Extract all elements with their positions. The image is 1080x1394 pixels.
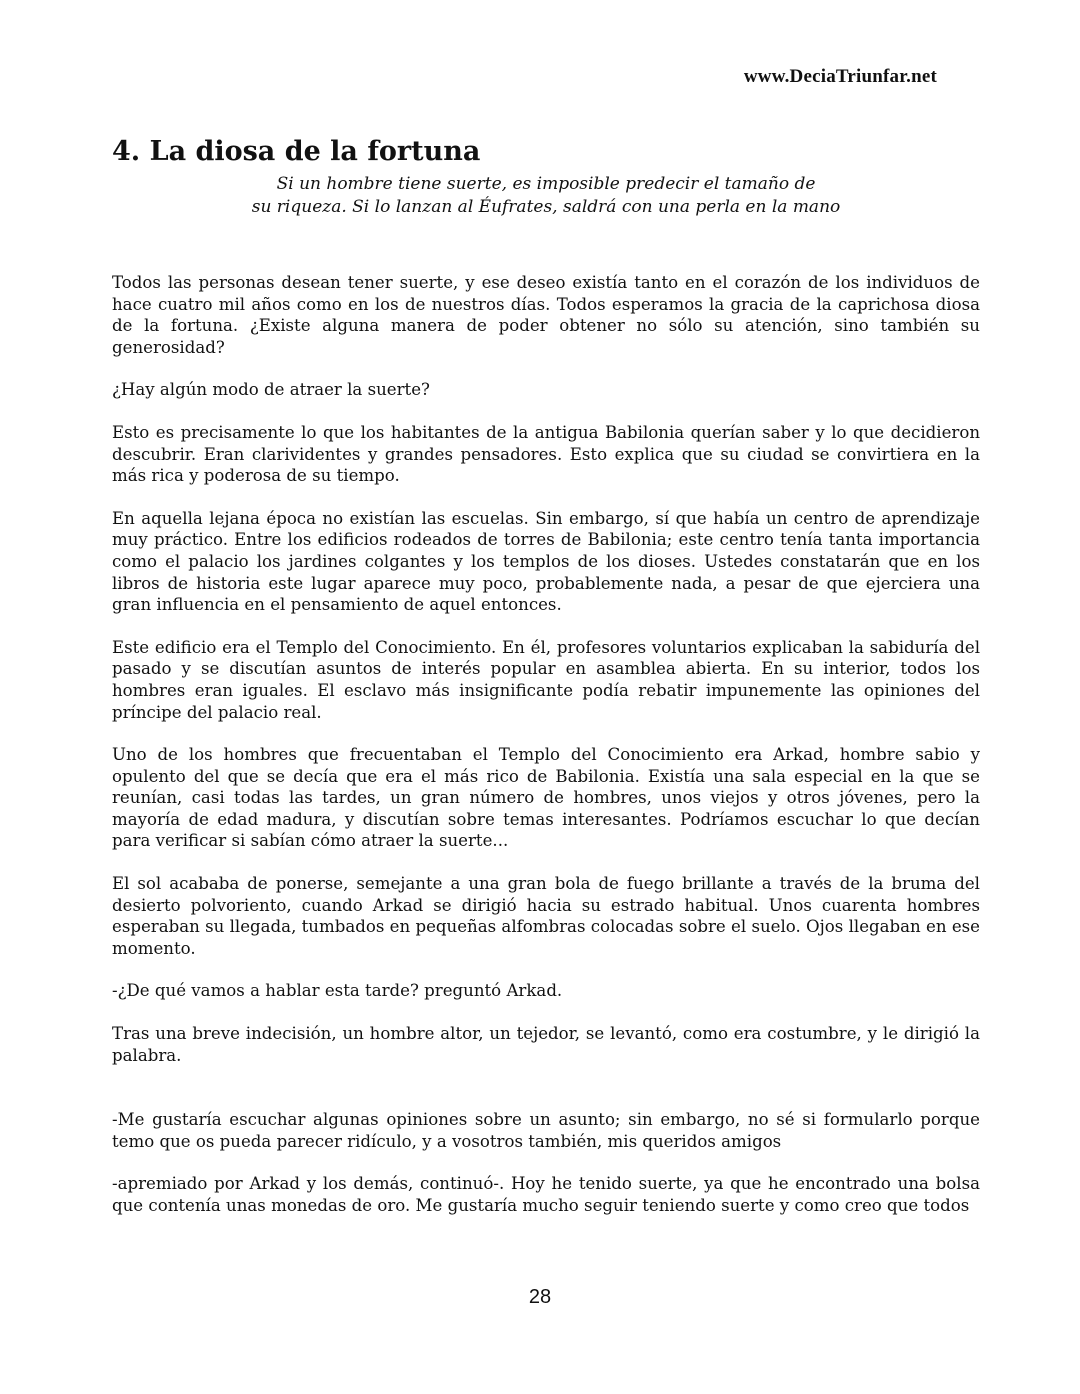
epigraph-line: Si un hombre tiene suerte, es imposible predecir el tamaño de (276, 174, 816, 194)
chapter-body (112, 272, 980, 1238)
paragraph: El sol acababa de ponerse, semejante a una gran bola de fuego brillante a través de la bruma del desierto polvoriento, cuando Arkad se dirigió hacia su estrado habitual. Unos cuarenta hombres esperaban su llegada, tumbados en pequeñas alfombras colocadas sobre el suelo. Ojos llegaban en ese momento. (112, 874, 980, 958)
chapter-title: 4. La diosa de la fortuna (112, 136, 481, 167)
paragraph: Todos las personas desean tener suerte, y ese deseo existía tanto en el corazón de los individuos de hace cuatro mil años como en los de nuestros días. Todos esperamos la gracia de la caprichosa diosa de la fortuna. ¿Existe alguna manera de poder obtener no sólo su atención, sino también su generosidad? (112, 273, 980, 357)
paragraph: En aquella lejana época no existían las escuelas. Sin embargo, sí que había un centro de aprendizaje muy práctico. Entre los edificios rodeados de torres de Babilonia; este centro tenía tanta importancia como el palacio los jardines colgantes y los templos de los dioses. Ustedes constatarán que en los libros de historia este lugar aparece muy poco, probablemente nada, a pesar de que ejerciera una gran influencia en el pensamiento de aquel entonces. (112, 508, 980, 615)
chapter-epigraph (112, 173, 980, 219)
paragraph: -apremiado por Arkad y los demás, continuó-. Hoy he tenido suerte, ya que he encontrado una bolsa que contenía unas monedas de oro. Me gustaría mucho seguir teniendo suerte y como creo que todos (112, 1174, 980, 1215)
page-number: 28 (528, 1286, 552, 1308)
site-url: www.DeciaTriunfar.net (743, 66, 937, 87)
epigraph-line: su riqueza. Si lo lanzan al Éufrates, saldrá con una perla en la mano (251, 197, 841, 217)
paragraph: Tras una breve indecisión, un hombre altor, un tejedor, se levantó, como era costumbre, y le dirigió la palabra. (112, 1024, 980, 1065)
paragraph: -¿De qué vamos a hablar esta tarde? preguntó Arkad. (112, 981, 563, 1001)
paragraph: Uno de los hombres que frecuentaban el Templo del Conocimiento era Arkad, hombre sabio y opulento del que se decía que era el más rico de Babilonia. Existía una sala especial en la que se reunían, casi todas las tardes, un gran número de hombres, unos viejos y otros jóvenes, pero la mayoría de edad madura, y discutían sobre temas interesantes. Podríamos escuchar lo que decían para verificar si sabían cómo atraer la suerte... (112, 745, 980, 851)
paragraph: ¿Hay algún modo de atraer la suerte? (112, 380, 430, 400)
paragraph: -Me gustaría escuchar algunas opiniones sobre un asunto; sin embargo, no sé si formularlo porque temo que os pueda parecer ridículo, y a vosotros también, mis queridos amigos (112, 1110, 980, 1151)
paragraph: Esto es precisamente lo que los habitantes de la antigua Babilonia querían saber y lo que decidieron descubrir. Eran clarividentes y grandes pensadores. Esto explica que su ciudad se convirtiera en la más rica y poderosa de su tiempo. (112, 422, 980, 486)
paragraph: Este edificio era el Templo del Conocimiento. En él, profesores voluntarios explicaban la sabiduría del pasado y se discutían asuntos de interés popular en asamblea abierta. En su interior, todos los hombres eran iguales. El esclavo más insignificante podía rebatir impunemente las opiniones del príncipe del palacio real. (112, 637, 980, 722)
